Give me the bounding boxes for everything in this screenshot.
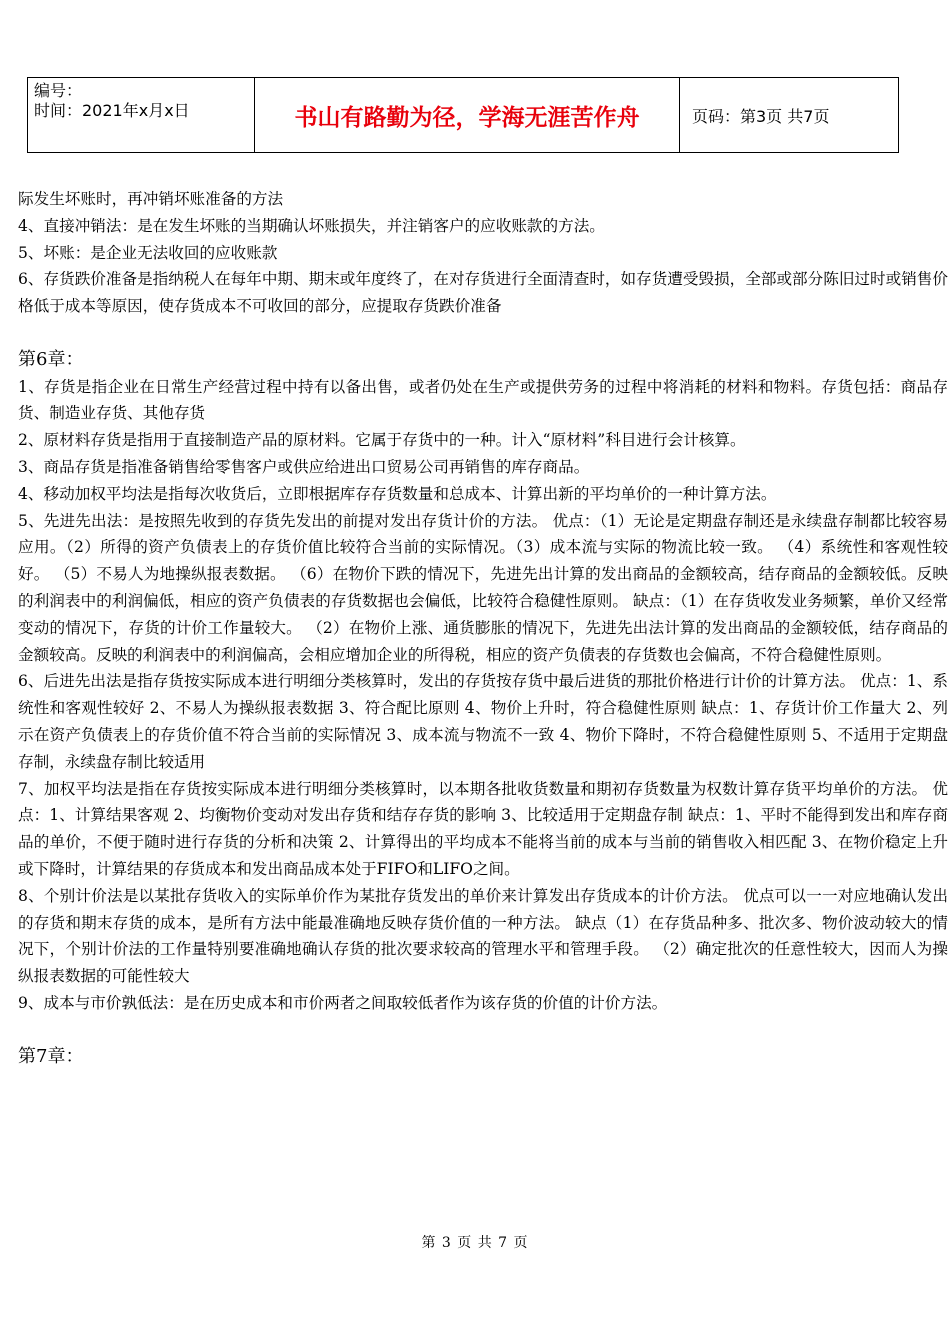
paragraph: 6、存货跌价准备是指纳税人在每年中期、期末或年度终了，在对存货进行全面清查时，如存货遭受毁损，全部或部分陈旧过时或销售价格低于成本等原因，使存货成本不可收回的部分，应提取存货跌价准备 — [18, 270, 948, 316]
number-label: 编号： — [34, 81, 83, 100]
paragraph: 2、原材料存货是指用于直接制造产品的原材料。它属于存货中的一种。计入“原材料”科目进行会计核算。 — [18, 431, 746, 450]
document-header — [27, 77, 899, 153]
time-label: 时间：2021年x月x日 — [34, 101, 190, 120]
page-label: 页码：第3页 共7页 — [692, 106, 830, 126]
spacer — [18, 1017, 948, 1044]
header-page-cell — [680, 78, 898, 152]
page-footer — [0, 1232, 950, 1252]
chapter-heading: 第7章： — [18, 1045, 84, 1067]
header-motto-cell — [255, 78, 680, 152]
paragraph: 4、移动加权平均法是指每次收货后，立即根据库存存货数量和总成本、计算出新的平均单价的一种计算方法。 — [18, 484, 777, 503]
paragraph: 5、坏账：是企业无法收回的应收账款 — [18, 243, 278, 262]
paragraph: 际发生坏账时，再冲销坏账准备的方法 — [18, 190, 284, 208]
chapter-heading: 第6章： — [18, 348, 84, 370]
paragraph: 9、成本与市价孰低法：是在历史成本和市价两者之间取较低者作为该存货的价值的计价方法。 — [18, 993, 668, 1012]
footer-page-number: 第 3 页 共 7 页 — [421, 1235, 529, 1251]
spacer — [18, 320, 948, 347]
paragraph: 3、商品存货是指准备销售给零售客户或供应给进出口贸易公司再销售的库存商品。 — [18, 457, 590, 476]
paragraph: 7、加权平均法是指在存货按实际成本进行明细分类核算时，以本期各批收货数量和期初存货数量为权数计算存货平均单价的方法。 优点：1、计算结果客观 2、均衡物价变动对发出存货和结存存货的影响 3、比较适用于定期盘存制 缺点：1、平时不能得到发出和库存商品的单价，不便于随时进行存货的分析和决策 2、计算得出的平均成本不能将当前的成本与当前的销售收入相匹配 3、在物价稳定上升或下降时，计算结果的存货成本和发出商品成本处于FIFO和LIFO之间。 — [18, 779, 948, 878]
paragraph: 4、直接冲销法：是在发生坏账的当期确认坏账损失，并注销客户的应收账款的方法。 — [18, 216, 605, 235]
paragraph: 1、存货是指企业在日常生产经营过程中持有以备出售，或者仍处在生产或提供劳务的过程中将消耗的材料和物料。存货包括：商品存货、制造业存货、其他存货 — [18, 377, 948, 423]
document-body — [18, 186, 948, 1070]
paragraph: 5、先进先出法：是按照先收到的存货先发出的前提对发出存货计价的方法。 优点：（1）无论是定期盘存制还是永续盘存制都比较容易应用。（2）所得的资产负债表上的存货价值比较符合当前的实际情况。（3）成本流与实际的物流比较一致。 （4）系统性和客观性较好。 （5）不易人为地操纵报表数据。 （6）在物价下跌的情况下，先进先出计算的发出商品的金额较高，结存商品的金额较低。反映的利润表中的利润偏低，相应的资产负债表的存货数据也会偏低，比较符合稳健性原则。 缺点：（1）在存货收发业务频繁，单价又经常变动的情况下，存货的计价工作量较大。 （2）在物价上涨、通货膨胀的情况下，先进先出法计算的发出商品的金额较低，结存商品的金额较高。反映的利润表中的利润偏高，会相应增加企业的所得税，相应的资产负债表的存货数也会偏高，不符合稳健性原则。 — [18, 511, 948, 664]
paragraph: 6、后进先出法是指存货按实际成本进行明细分类核算时，发出的存货按存货中最后进货的那批价格进行计价的计算方法。 优点：1、系统性和客观性较好 2、不易人为操纵报表数据 3、符合配比原则 4、物价上升时，符合稳健性原则 缺点：1、存货计价工作量大 2、列示在资产负债表上的存货价值不符合当前的实际情况 3、成本流与物流不一致 4、物价下降时，不符合稳健性原则 5、不适用于定期盘存制，永续盘存制比较适用 — [18, 672, 948, 771]
paragraph: 8、个别计价法是以某批存货收入的实际单价作为某批存货发出的单价来计算发出存货成本的计价方法。 优点可以一一对应地确认发出的存货和期末存货的成本，是所有方法中能最准确地反映存货价值的一种方法。 缺点（1）在存货品种多、批次多、物价波动较大的情况下，个别计价法的工作量特别要准确地确认存货的批次要求较高的管理水平和管理手段。 （2）确定批次的任意性较大，因而人为操纵报表数据的可能性较大 — [18, 886, 948, 986]
motto-text: 书山有路勤为径，学海无涯苦作舟 — [294, 104, 640, 131]
header-info-cell — [28, 78, 255, 152]
